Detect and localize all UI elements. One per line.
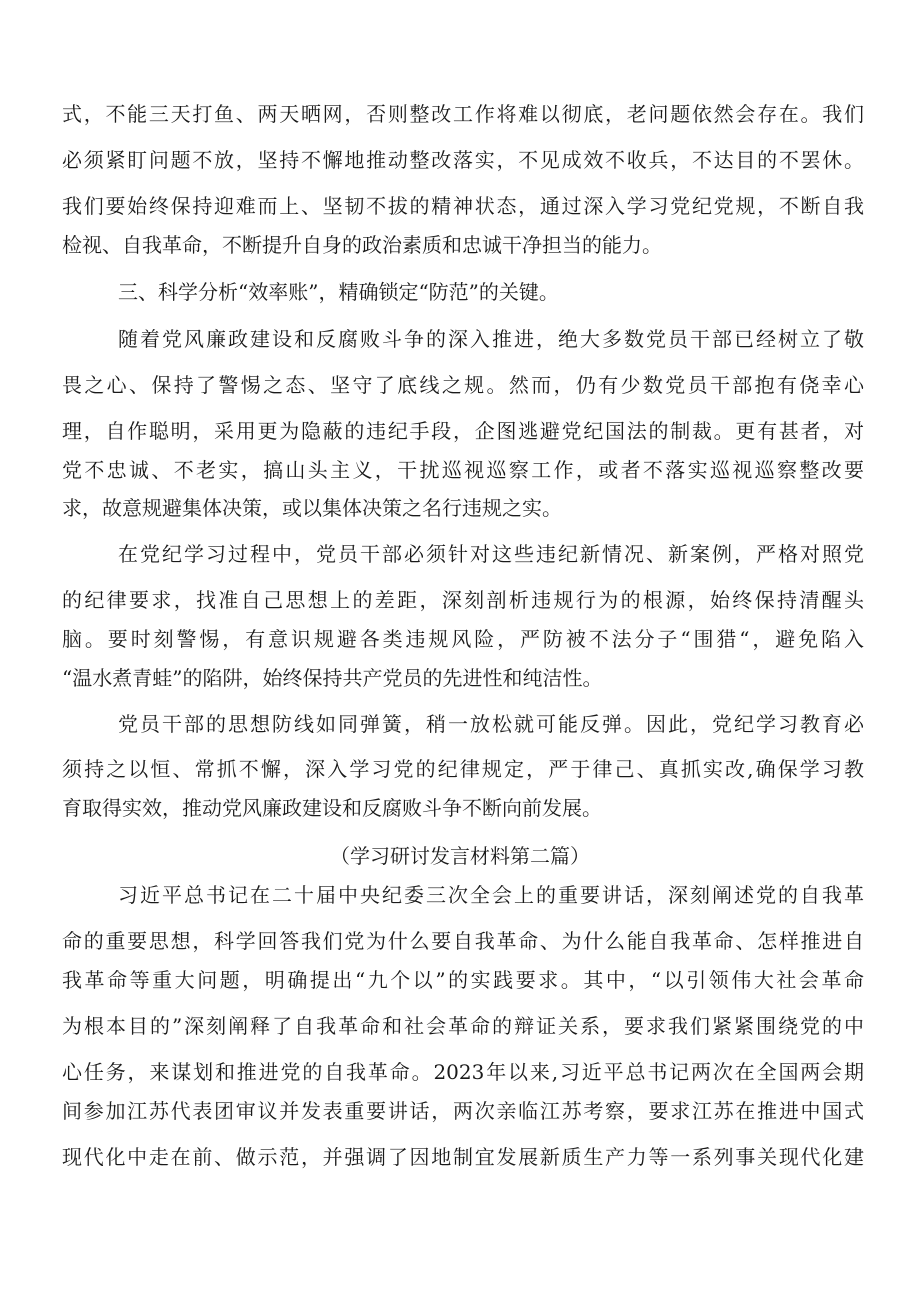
text-line: 检视、自我革命，不断提升自身的政治素质和忠诚干净担当的能力。: [62, 233, 662, 257]
text-line: 党员干部的思想防线如同弹簧，稍一放松就可能反弹。因此，党纪学习教育必: [118, 712, 864, 736]
text-line: 求，故意规避集体决策，或以集体决策之名行违规之实。: [62, 496, 562, 520]
text-line: 党不忠诚、不老实，搞山头主义，干扰巡视巡察工作，或者不落实巡视巡察整改要: [62, 458, 864, 482]
section-heading: 三、科学分析“效率账”，精确锁定“防范”的关键。: [118, 280, 559, 304]
text-line: 在党纪学习过程中，党员干部必须针对这些违纪新情况、新案例，严格对照党: [118, 542, 864, 566]
text-line: 为根本目的”深刻阐释了自我革命和社会革命的辩证关系，要求我们紧紧围绕党的中: [62, 1014, 864, 1038]
text-line: 我们要始终保持迎难而上、坚韧不拔的精神状态，通过深入学习党纪党规，不断自我: [62, 194, 864, 218]
section-title: （学习研讨发言材料第二篇）: [330, 844, 590, 868]
text-line: 命的重要思想，科学回答我们党为什么要自我革命、为什么能自我革命、怎样推进自: [62, 929, 864, 953]
text-line: 须持之以恒、常抓不懈，深入学习党的纪律规定，严于律己、真抓实改,确保学习教: [62, 757, 864, 781]
text-line: 随着党风廉政建设和反腐败斗争的深入推进，绝大多数党员干部已经树立了敬: [118, 327, 864, 351]
text-line: 心任务，来谋划和推进党的自我革命。2023年以来,习近平总书记两次在全国两会期: [62, 1060, 864, 1084]
text-line: 习近平总书记在二十届中央纪委三次全会上的重要讲话，深刻阐述党的自我革: [118, 883, 864, 907]
text-line: 我革命等重大问题，明确提出“九个以”的实践要求。其中，“以引领伟大社会革命: [62, 968, 864, 992]
text-line: 的纪律要求，找准自己思想上的差距，深刻剖析违规行为的根源，始终保持清醒头: [62, 588, 864, 612]
text-line: 式，不能三天打鱼、两天晒网，否则整改工作将难以彻底，老问题依然会存在。我们: [62, 102, 864, 126]
text-line: 畏之心、保持了警惕之态、坚守了底线之规。然而，仍有少数党员干部抱有侥幸心: [62, 373, 864, 397]
text-line: 理，自作聪明，采用更为隐蔽的违纪手段，企图逃避党纪国法的制裁。更有甚者，对: [62, 419, 864, 443]
text-line: 必须紧盯问题不放，坚持不懈地推动整改落实，不见成效不收兵，不达目的不罢休。: [62, 148, 864, 172]
text-line: 间参加江苏代表团审议并发表重要讲话，两次亲临江苏考察，要求江苏在推进中国式: [62, 1099, 864, 1123]
text-line: 脑。要时刻警惕，有意识规避各类违规风险，严防被不法分子“围猎“，避免陷入: [62, 627, 864, 651]
text-line: “温水煮青蛙”的陷阱，始终保持共产党员的先进性和纯洁性。: [62, 666, 603, 690]
text-line: 现代化中走在前、做示范，并强调了因地制宜发展新质生产力等一系列事关现代化建: [62, 1145, 864, 1169]
text-line: 育取得实效，推动党风廉政建设和反腐败斗争不断向前发展。: [62, 796, 602, 820]
